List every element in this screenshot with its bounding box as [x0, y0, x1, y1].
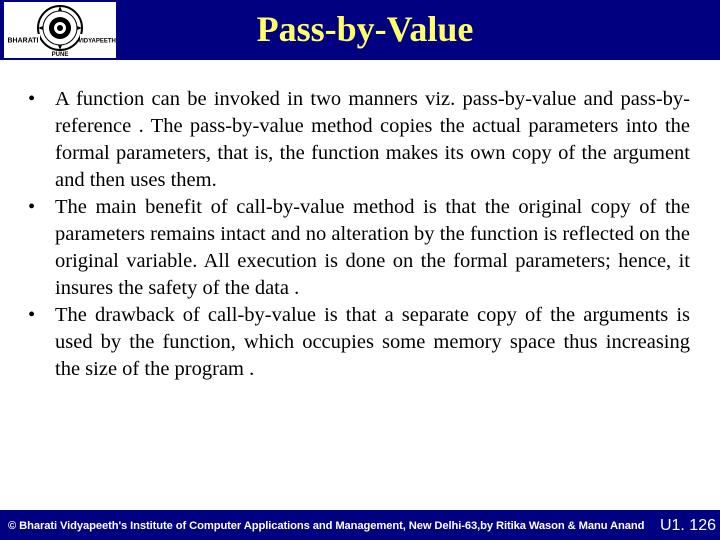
bullet-marker: •	[28, 304, 36, 326]
bullet-item	[28, 86, 690, 194]
slide-title: Pass-by-Value	[256, 9, 474, 49]
footer-copyright: © Bharati Vidyapeeth's Institute of Computer Applications and Management, New Delhi-63,by Ritika Wason & Manu Anand	[8, 520, 645, 532]
bullet-text: The drawback of call-by-value is that a separate copy of the arguments is used by the function, which occupies some memory space thus increasing the size of the program .	[55, 304, 690, 380]
bullet-list	[28, 86, 690, 383]
bullet-marker: •	[28, 88, 36, 110]
bullet-item	[28, 194, 690, 302]
logo-right-text: VIDYAPEETH	[78, 38, 116, 45]
header-bar	[0, 0, 720, 60]
institution-logo	[4, 2, 116, 58]
footer-bar	[0, 510, 720, 540]
logo-emblem-icon	[4, 2, 116, 58]
logo-left-text: BHARATI	[7, 37, 39, 45]
bullet-text: A function can be invoked in two manners viz. pass-by-value and pass-by-reference . The pass-by-value method copies the actual parameters into the formal parameters, that is, the function makes its own copy of the argument and then uses them.	[55, 88, 690, 191]
logo-bottom-text: PUNE	[51, 52, 69, 58]
bullet-item	[28, 302, 690, 383]
bullet-text: The main benefit of call-by-value method is that the original copy of the parameters remains intact and no alteration by the function is reflected on the original variable. All execution is done on the formal parameters; hence, it insures the safety of the data .	[55, 196, 690, 299]
page-number: U1. 126	[659, 517, 716, 534]
bullet-marker: •	[28, 196, 36, 218]
